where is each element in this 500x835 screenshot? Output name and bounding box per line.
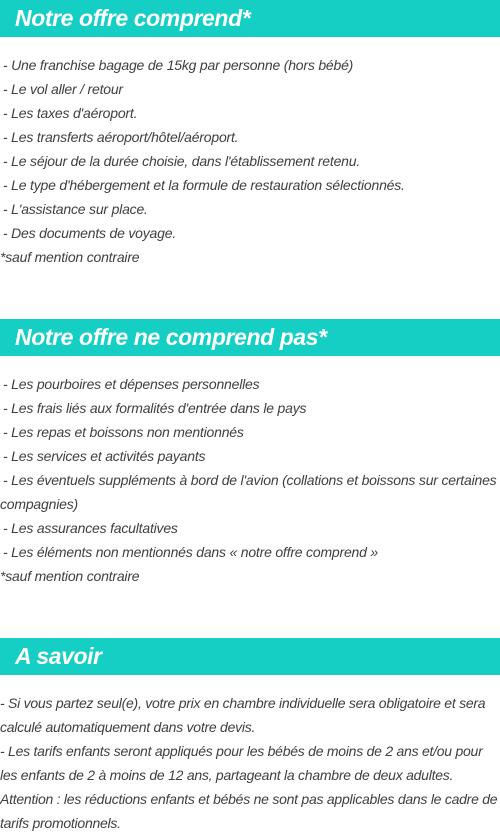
a-savoir-section-header	[0, 638, 500, 675]
list-item: - Des documents de voyage.	[3, 225, 177, 241]
excluded-title: Notre offre ne comprend pas*	[15, 324, 327, 350]
list-item: - L'assistance sur place.	[3, 201, 148, 217]
excluded-footnote: *sauf mention contraire	[0, 568, 140, 584]
list-item: - Une franchise bagage de 15kg par personne (hors bébé)	[3, 57, 354, 73]
list-item: - Les éléments non mentionnés dans « notre offre comprend »	[3, 544, 378, 560]
a-savoir-content	[0, 691, 500, 835]
included-section-header	[0, 0, 500, 37]
list-item: - Les frais liés aux formalités d'entrée dans le pays	[3, 400, 307, 416]
list-item: - Les assurances facultatives	[3, 520, 178, 536]
list-item: - Les services et activités payants	[3, 448, 206, 464]
list-item: - Les éventuels suppléments à bord de l'avion (collations et boissons sur certaines compagnies)	[0, 472, 497, 512]
included-footnote: *sauf mention contraire	[0, 249, 140, 265]
excluded-list	[0, 372, 500, 564]
list-item: - Le séjour de la durée choisie, dans l'établissement retenu.	[3, 153, 361, 169]
list-item: - Le vol aller / retour	[3, 81, 123, 97]
list-item: - Les pourboires et dépenses personnelles	[3, 376, 260, 392]
included-list	[0, 53, 500, 245]
a-savoir-paragraph: - Si vous partez seul(e), votre prix en chambre individuelle sera obligatoire et sera calculé automatiquement dans votre devis.	[0, 695, 486, 735]
a-savoir-title: A savoir	[15, 643, 102, 669]
included-title: Notre offre comprend*	[15, 5, 251, 31]
a-savoir-paragraph: - Les tarifs enfants seront appliqués pour les bébés de moins de 2 ans et/ou pour les enfants de 2 à moins de 12 ans, partageant la chambre de deux adultes.	[0, 743, 483, 783]
a-savoir-paragraph: Attention : les réductions enfants et bébés ne sont pas applicables dans le cadre de tarifs promotionnels.	[0, 791, 498, 831]
list-item: - Les taxes d'aéroport.	[3, 105, 138, 121]
list-item: - Les transferts aéroport/hôtel/aéroport.	[3, 129, 239, 145]
list-item: - Le type d'hébergement et la formule de restauration sélectionnés.	[3, 177, 405, 193]
list-item: - Les repas et boissons non mentionnés	[3, 424, 244, 440]
excluded-section-header	[0, 319, 500, 356]
